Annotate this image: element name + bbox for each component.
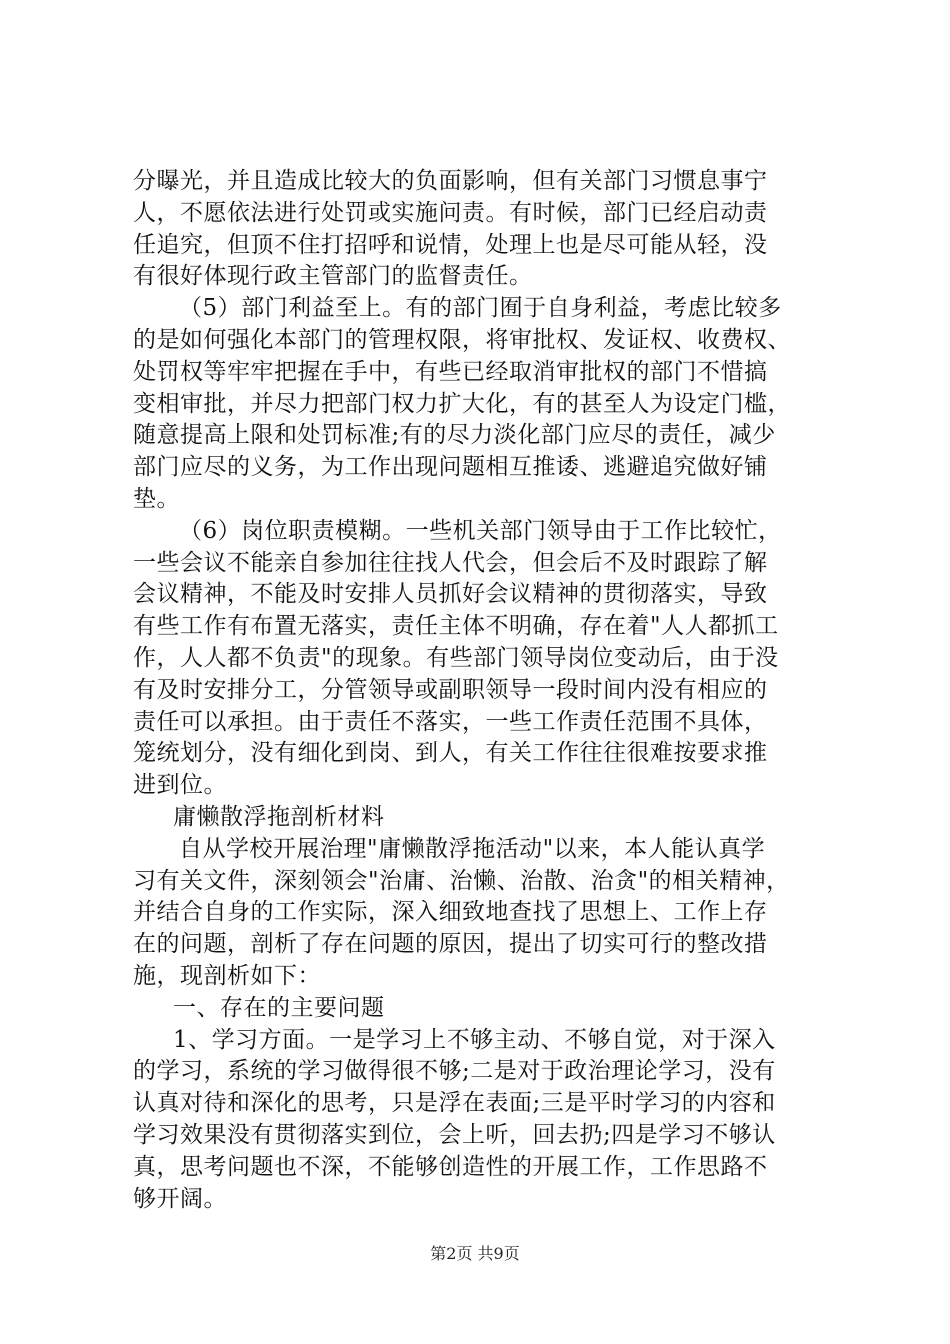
text-line: 人，不愿依法进行处罚或实施问责。有时候，部门已经启动责	[133, 199, 768, 226]
text-line: （5）部门利益至上。有的部门囿于自身利益，考虑比较多	[179, 295, 782, 322]
text-line: 分曝光，并且造成比较大的负面影响，但有关部门习惯息事宁	[133, 168, 768, 194]
text-line: 习有关文件，深刻领会"治庸、治懒、治散、治贪"的相关精神，	[133, 867, 790, 894]
text-line: 垫。	[133, 485, 180, 512]
text-line: 真，思考问题也不深，不能够创造性的开展工作，工作思路不	[133, 1153, 768, 1180]
text-line: 的是如何强化本部门的管理权限，将审批权、发证权、收费权、	[133, 326, 791, 353]
section-heading: 一、存在的主要问题	[173, 994, 385, 1021]
text-line: 变相审批，并尽力把部门权力扩大化，有的甚至人为设定门槛，	[133, 390, 791, 417]
text-line: 进到位。	[133, 772, 227, 799]
text-line: 有及时安排分工，分管领导或副职领导一段时间内没有相应的	[133, 676, 768, 703]
text-line: 并结合自身的工作实际，深入细致地查找了思想上、工作上存	[133, 899, 768, 926]
text-line: 的学习，系统的学习做得很不够;二是对于政治理论学习，没有	[133, 1058, 776, 1085]
text-line: 自从学校开展治理"庸懒散浮拖活动"以来，本人能认真学	[179, 835, 766, 862]
text-line: 会议精神，不能及时安排人员抓好会议精神的贯彻落实，导致	[133, 581, 768, 608]
text-line: （6）岗位职责模糊。一些机关部门领导由于工作比较忙，	[179, 517, 782, 544]
text-line: 处罚权等牢牢把握在手中，有些已经取消审批权的部门不惜搞	[133, 358, 768, 385]
text-line: 一些会议不能亲自参加往往找人代会，但会后不及时跟踪了解	[133, 549, 768, 576]
text-line: 任追究，但顶不住打招呼和说情，处理上也是尽可能从轻，没	[133, 231, 768, 258]
text-line: 有些工作有布置无落实，责任主体不明确，存在着"人人都抓工	[133, 613, 779, 640]
page-number-footer: 第2页 共9页	[430, 1244, 520, 1263]
section-title: 庸懒散浮拖剖析材料	[173, 803, 385, 830]
text-line: 认真对待和深化的思考，只是浮在表面;三是平时学习的内容和	[133, 1090, 776, 1117]
text-line: 有很好体现行政主管部门的监督责任。	[133, 263, 533, 290]
text-line: 学习效果没有贯彻落实到位，会上听，回去扔;四是学习不够认	[133, 1121, 776, 1148]
text-line: 笼统划分，没有细化到岗、到人，有关工作往往很难按要求推	[133, 740, 768, 767]
text-line: 部门应尽的义务，为工作出现问题相互推诿、逃避追究做好铺	[133, 454, 768, 481]
document-body	[133, 166, 833, 1215]
text-line: 在的问题，剖析了存在问题的原因，提出了切实可行的整改措	[133, 931, 768, 958]
text-line: 够开阔。	[133, 1185, 227, 1212]
text-line: 随意提高上限和处罚标准;有的尽力淡化部门应尽的责任，减少	[133, 422, 776, 449]
text-line: 施，现剖析如下：	[133, 962, 321, 989]
text-line: 责任可以承担。由于责任不落实，一些工作责任范围不具体，	[133, 708, 768, 735]
text-line: 1、学习方面。一是学习上不够主动、不够自觉，对于深入	[173, 1026, 776, 1053]
text-line: 作，人人都不负责"的现象。有些部门领导岗位变动后，由于没	[133, 644, 779, 671]
